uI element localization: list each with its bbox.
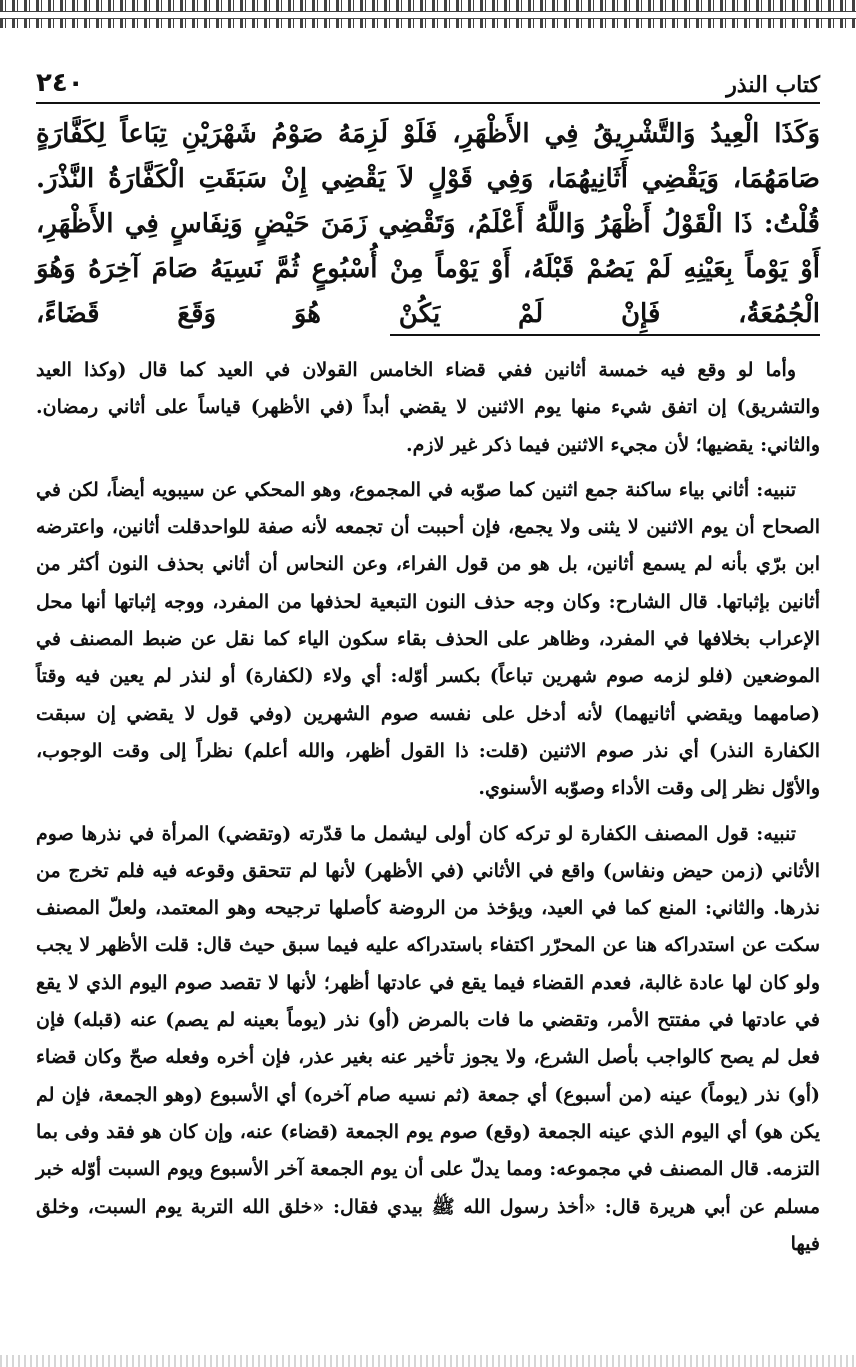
commentary-paragraph-2: تنبيه: أثاني بياء ساكنة جمع اثنين كما صوّبه في المجموع، وهو المحكي عن سيبويه أيضاً، لكن في الصحاح أن يوم الاثنين لا يثنى ولا يجمع، فإن أحببت أن تجمعه لأنه صفة للواحدقلت أثانين، واعترضه ابن برّي بأنه لم يسمع أثانين، بل هو من قول الفراء، وعن النحاس أن أثاني بحذف النون أكثر من أثانين بإثباتها. قال الشارح: وكان وجه حذف النون التبعية لحذفها من المفرد، ووجه إثباتها أنها محل الإعراب بخلافها في المفرد، وظاهر على الحذف بقاء سكون الياء كما نقل عن ضبط المصنف في الموضعين (فلو لزمه صوم شهرين تباعاً) بكسر أوّله: أي ولاء (لكفارة) أو لنذر لم يعين فيه وقتاً (صامهما ويقضي أثانيهما) لأنه أدخل على نفسه صوم الشهرين (وفي قول لا يقضي إن سبقت الكفارة النذر) أي نذر صوم الاثنين (قلت: ذا القول أظهر، والله أعلم) نظراً إلى وقت الوجوب، والأوّل نظر إلى وقت الأداء وصوّبه الأسنوي. [36, 478, 820, 800]
commentary-paragraph-3: تنبيه: قول المصنف الكفارة لو تركه كان أولى ليشمل ما قدّرته (وتقضي) المرأة في نذرها صوم الأثاني (زمن حيض ونفاس) واقع في الأثاني (في الأظهر) لأنها لم تتحقق وقوعه فيه فلم تخرج من نذرها. والثاني: المنع كما في العيد، ويؤخذ من الروضة كأصلها ترجيحه وهو المعتمد، ولعلّ المصنف سكت عن استدراكه هنا عن المحرّر اكتفاء باستدراكه عليه فيما سبق حيث قال: قلت الأظهر لا يجب ولو كان لها عادة غالبة، فعدم القضاء فيما يقع في عادتها أظهر؛ لأنها لا تقصد صوم اليوم الذي لا يقع في عادتها في مفتتح الأمر، وتقضي ما فات بالمرض (أو) نذر (يوماً بعينه لم يصم) عنه (قبله) فإن فعل لم يصح كالواجب بأصل الشرع، ولا يجوز تأخير عنه بغير عذر، فإن أخره وفعله صحّ وكان قضاء (أو) نذر (يوماً) عينه (من أسبوع) أي جمعة (ثم نسيه صام آخره) أي الأسبوع (وهو الجمعة، فإن لم يكن هو) أي اليوم الذي عينه الجمعة (وقع) صوم يوم الجمعة (قضاء) عنه، وإن كان هو فقد وفى بما التزمه. قال المصنف في مجموعه: ومما يدلّ على أن يوم الجمعة آخر الأسبوع ويوم السبت أوّله خبر مسلم عن أبي هريرة قال: «أخذ رسول الله ﷺ بيدي فقال: «خلق الله التربة يوم السبت، وخلق فيها [36, 822, 820, 1255]
main-text [36, 112, 820, 337]
commentary [36, 352, 820, 1263]
page-header [36, 64, 820, 104]
decorative-bottom-border [0, 1355, 856, 1367]
decorative-top-border [0, 0, 856, 28]
page-number: ٢٤٠ [36, 68, 84, 98]
main-text-paragraph: وَكَذَا الْعِيدُ وَالتَّشْرِيقُ فِي الأَظْهَرِ، فَلَوْ لَزِمَهُ صَوْمُ شَهْرَيْنِ تِبَاعاً لِكَفَّارَةٍ صَامَهُمَا، وَيَقْضِي أَثَانِيهُمَا، وَفِي قَوْلٍ لاَ يَقْضِي إِنْ سَبَقَتِ الْكَفَّارَةُ النَّذْرَ. قُلْتُ: ذَا الْقَوْلُ أَظْهَرُ وَاللَّهُ أَعْلَمُ، وَتَقْضِي زَمَنَ حَيْضٍ وَنِفَاسٍ فِي الأَظْهَرِ، أَوْ يَوْماً بِعَيْنِهِ لَمْ يَصُمْ قَبْلَهُ، أَوْ يَوْماً مِنْ أُسْبُوعٍ ثُمَّ نَسِيَهُ صَامَ آخِرَهُ وَهُوَ الْجُمُعَةُ، فَإِنْ لَمْ يَكُنْ هُوَ وَقَعَ قَضَاءً، [36, 119, 820, 329]
running-title: كتاب النذر [726, 72, 820, 98]
footnote-separator [390, 334, 820, 336]
commentary-paragraph-1: وأما لو وقع فيه خمسة أثانين ففي قضاء الخامس القولان في العيد كما قال (وكذا العيد والتشريق) إن اتفق شيء منها يوم الاثنين لا يقضي أبداً (في الأظهر) قياساً على أثاني رمضان. والثاني: يقضيها؛ لأن مجيء الاثنين فيما ذكر غير لازم. [36, 359, 820, 456]
